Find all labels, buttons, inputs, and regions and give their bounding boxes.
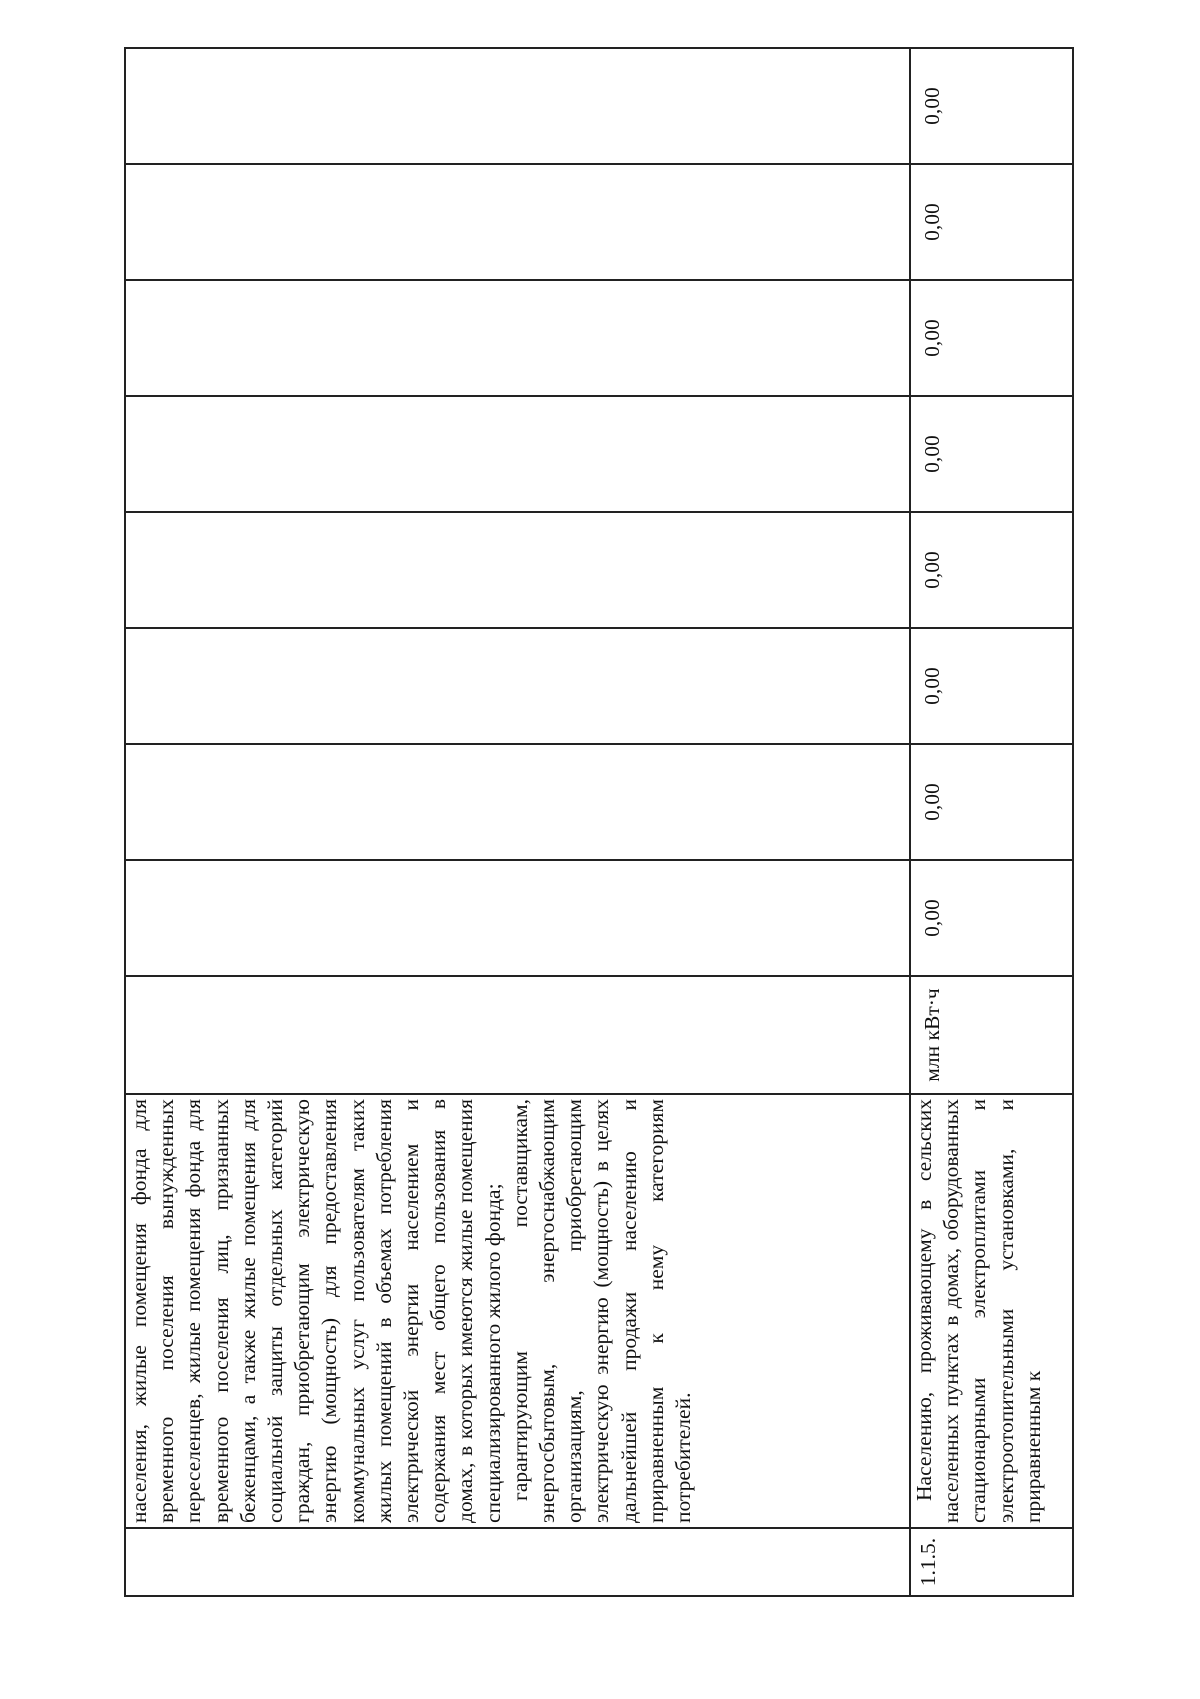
value-cell: 0,00 (910, 164, 1073, 280)
tariff-table (124, 47, 1074, 1597)
table-row (910, 48, 1073, 1596)
value-cell (125, 512, 910, 628)
unit-cell (125, 976, 910, 1094)
value-cell: 0,00 (910, 512, 1073, 628)
description-paragraph: гарантирующим поставщикам, энергосбытовым, энергоснабжающим организациям, приобретающим электрическую энергию (мощность) в целях дальнейшей продажи населению и приравненным к нему категориям потребителей. (507, 1099, 696, 1523)
description-cell (125, 1094, 910, 1528)
value-cell (125, 628, 910, 744)
value-cell: 0,00 (910, 280, 1073, 396)
value-cell (125, 280, 910, 396)
value-cell: 0,00 (910, 744, 1073, 860)
row-number-cell (125, 1528, 910, 1596)
unit-cell: млн кВт·ч (910, 976, 1073, 1094)
value-cell (125, 48, 910, 164)
value-cell (125, 860, 910, 976)
table-row (125, 48, 910, 1596)
value-cell (125, 396, 910, 512)
description-cell (910, 1094, 1073, 1528)
description-paragraph: Населению, проживающему в сельских населенных пунктах в домах, оборудованных стационарными электроплитами и электроотопительными установками, и приравненным к (912, 1099, 1045, 1523)
value-cell: 0,00 (910, 628, 1073, 744)
value-cell (125, 164, 910, 280)
value-cell: 0,00 (910, 860, 1073, 976)
value-cell: 0,00 (910, 48, 1073, 164)
row-number-cell: 1.1.5. (910, 1528, 1073, 1596)
rotated-page (124, 77, 1072, 1597)
description-paragraph: населения, жилые помещения фонда для временного поселения вынужденных переселенцев, жилые помещения фонда для временного поселения лиц, признанных беженцами, а также жилые помещения для социальной защиты отдельных категорий граждан, приобретающим электрическую энергию (мощность) для предоставления коммунальных услуг пользователям таких жилых помещений в объемах потребления электрической энергии населением и содержания мест общего пользования в домах, в которых имеются жилые помещения специализированного жилого фонда; (127, 1099, 505, 1523)
value-cell: 0,00 (910, 396, 1073, 512)
value-cell (125, 744, 910, 860)
